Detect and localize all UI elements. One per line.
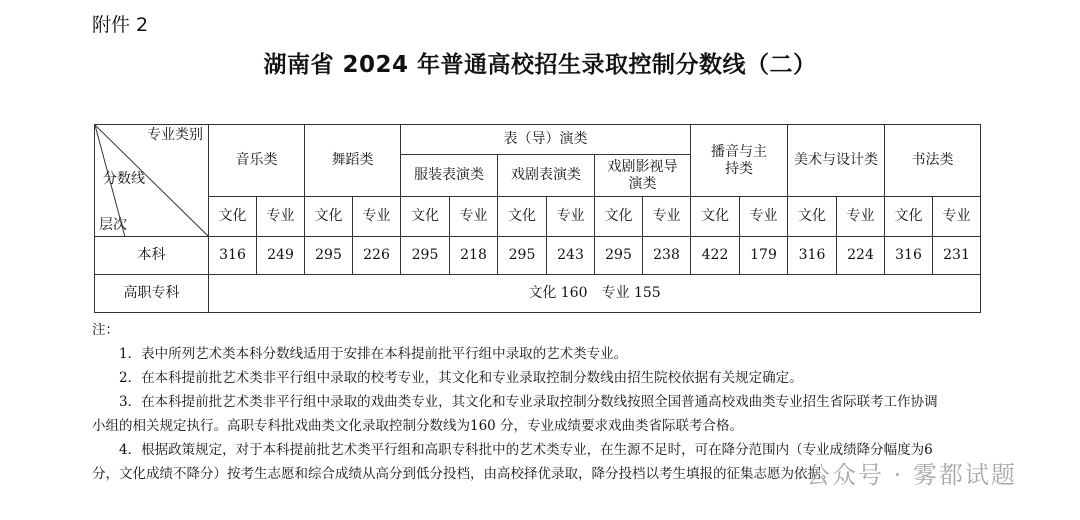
score-cell: 243: [547, 237, 595, 275]
score-cell: 295: [498, 237, 547, 275]
subheader-culture: 文化: [691, 197, 740, 237]
subheader-major: 专业: [740, 197, 788, 237]
subheader-major: 专业: [450, 197, 498, 237]
score-cell: 295: [305, 237, 353, 275]
score-table: [94, 124, 981, 313]
subheader-major: 专业: [933, 197, 981, 237]
header-drama-performance: 戏剧表演类: [498, 155, 595, 197]
attachment-label: 附件 2: [92, 14, 149, 36]
score-cell: 249: [257, 237, 305, 275]
header-performance: 表（导）演类: [401, 125, 691, 155]
header-dance: 舞蹈类: [305, 125, 401, 197]
row-undergraduate: [95, 237, 981, 275]
score-cell: 179: [740, 237, 788, 275]
score-cell: 295: [595, 237, 643, 275]
subheader-major: 专业: [353, 197, 401, 237]
diag-label-score-line: 分数线: [103, 171, 145, 187]
score-cell: 295: [401, 237, 450, 275]
header-film-directing: 戏剧影视导演类: [595, 155, 691, 197]
subheader-culture: 文化: [305, 197, 353, 237]
score-cell: 316: [885, 237, 933, 275]
score-cell: 218: [450, 237, 498, 275]
score-cell: 238: [643, 237, 691, 275]
diagonal-header-cell: [95, 125, 209, 237]
subheader-culture: 文化: [885, 197, 933, 237]
note-4-line-1: 4．根据政策规定，对于本科提前批艺术类平行组和高职专科批中的艺术类专业，在生源不足时，可在降分范围内（专业成绩降分幅度为6: [119, 442, 933, 458]
score-cell: 226: [353, 237, 401, 275]
header-calligraphy: 书法类: [885, 125, 981, 197]
subheader-culture: 文化: [498, 197, 547, 237]
note-2: 2．在本科提前批艺术类非平行组中录取的校考专业，其文化和专业录取控制分数线由招生院校依据有关规定确定。: [119, 370, 803, 386]
watermark: 公众号 · 雾都试题: [806, 461, 1017, 489]
subheader-major: 专业: [837, 197, 885, 237]
note-4-line-2: 分，文化成绩不降分）按考生志愿和综合成绩从高分到低分投档，由高校择优录取，降分投档以考生填报的征集志愿为依据。: [92, 466, 835, 482]
level-undergraduate: 本科: [95, 237, 209, 275]
subheader-culture: 文化: [209, 197, 257, 237]
row-vocational: [95, 275, 981, 313]
level-vocational: 高职专科: [95, 275, 209, 313]
notes-label: 注：: [92, 322, 119, 338]
subheader-culture: 文化: [595, 197, 643, 237]
score-cell: 231: [933, 237, 981, 275]
score-cell: 224: [837, 237, 885, 275]
score-cell: 422: [691, 237, 740, 275]
score-cell: 316: [788, 237, 837, 275]
header-art-design: 美术与设计类: [788, 125, 885, 197]
subheader-major: 专业: [643, 197, 691, 237]
header-music: 音乐类: [209, 125, 305, 197]
header-broadcast: 播音与主持类: [691, 125, 788, 197]
vocational-scores: 文化 160 专业 155: [209, 275, 981, 313]
subheader-culture: 文化: [401, 197, 450, 237]
diag-label-category: 专业类别: [147, 127, 203, 143]
document-title: 湖南省 2024 年普通高校招生录取控制分数线（二）: [263, 52, 817, 78]
diag-label-level: 层次: [99, 217, 127, 233]
header-costume-performance: 服装表演类: [401, 155, 498, 197]
note-3-line-1: 3．在本科提前批艺术类非平行组中录取的戏曲类专业，其文化和专业录取控制分数线按照全国普通高校戏曲类专业招生省际联考工作协调: [119, 394, 938, 410]
subheader-major: 专业: [547, 197, 595, 237]
score-cell: 316: [209, 237, 257, 275]
note-1: 1．表中所列艺术类本科分数线适用于安排在本科提前批平行组中录取的艺术类专业。: [119, 346, 628, 362]
subheader-major: 专业: [257, 197, 305, 237]
subheader-culture: 文化: [788, 197, 837, 237]
note-3-line-2: 小组的相关规定执行。高职专科批戏曲类文化录取控制分数线为160 分，专业成绩要求戏曲类省际联考合格。: [92, 418, 744, 434]
